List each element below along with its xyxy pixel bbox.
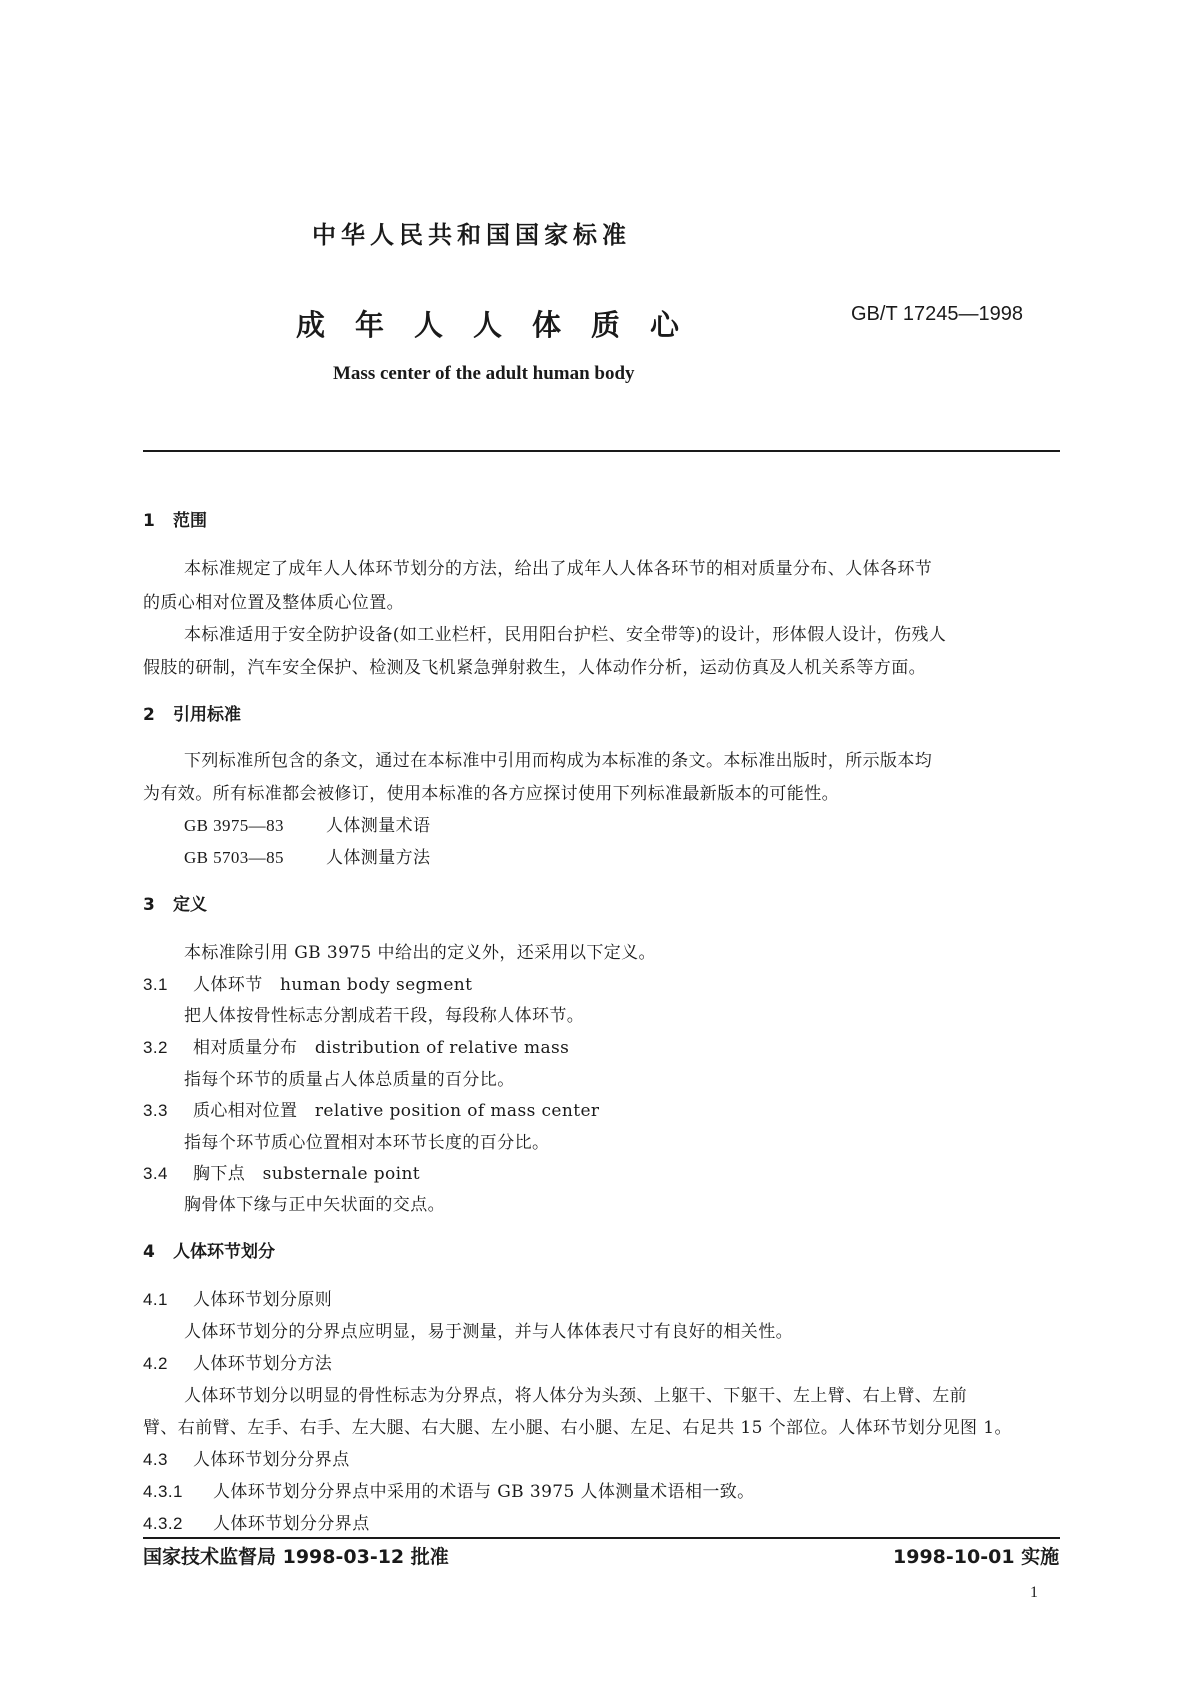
definition-term: 质心相对位置 — [193, 1101, 298, 1121]
definition-term-line — [143, 970, 472, 995]
reference-item — [184, 843, 430, 868]
clause-number: 4.3.1 — [143, 1482, 183, 1501]
section-4-heading — [143, 1237, 275, 1262]
definition-term-line — [143, 1033, 569, 1058]
english-title: Mass center of the adult human body — [333, 363, 635, 384]
clause-title: 人体环节划分分界点 — [193, 1450, 350, 1470]
document-title: 成年人人体质心 — [296, 308, 710, 342]
section-title: 范围 — [173, 511, 207, 531]
definition-description: 把人体按骨性标志分割成若干段，每段称人体环节。 — [184, 1006, 585, 1026]
reference-code: GB 3975—83 — [184, 816, 284, 835]
clause-4-1-title — [143, 1285, 332, 1310]
clause-number: 4.1 — [143, 1290, 168, 1309]
clause-number: 3.1 — [143, 975, 168, 994]
section-number: 1 — [143, 511, 155, 531]
definition-description: 指每个环节质心位置相对本环节长度的百分比。 — [184, 1133, 550, 1153]
clause-number: 3.3 — [143, 1101, 168, 1120]
clause-4-3-title — [143, 1445, 350, 1470]
header-rule — [143, 450, 1060, 452]
definition-term-en: human body segment — [280, 975, 473, 995]
definition-term: 胸下点 — [193, 1164, 246, 1184]
clause-number: 4.3 — [143, 1450, 168, 1469]
scope-para-2-line-2: 假肢的研制，汽车安全保护、检测及飞机紧急弹射救生，人体动作分析，运动仿真及人机关系等方面。 — [143, 658, 926, 678]
scope-para-2-line-1: 本标准适用于安全防护设备(如工业栏杆，民用阳台护栏、安全带等)的设计，形体假人设计，伤残人 — [184, 625, 947, 645]
scope-para-1-line-2: 的质心相对位置及整体质心位置。 — [143, 593, 404, 613]
reference-code: GB 5703—85 — [184, 848, 284, 867]
section-2-heading — [143, 700, 241, 725]
reference-item — [184, 811, 430, 836]
section-title: 人体环节划分 — [173, 1242, 275, 1262]
clause-4-2-line-1: 人体环节划分以明显的骨性标志为分界点，将人体分为头颈、上躯干、下躯干、左上臂、右上臂、左前 — [184, 1386, 967, 1406]
page-number: 1 — [1030, 1584, 1038, 1601]
definition-term-en: relative position of mass center — [314, 1101, 600, 1121]
definition-description: 胸骨体下缘与正中矢状面的交点。 — [184, 1195, 445, 1215]
standard-type-heading: 中华人民共和国国家标准 — [312, 221, 631, 249]
definition-term-en: distribution of relative mass — [314, 1038, 570, 1058]
definition-term-line — [143, 1159, 420, 1184]
section-number: 2 — [143, 705, 155, 725]
implementation-date: 1998-10-01 实施 — [893, 1546, 1060, 1568]
references-para-line-1: 下列标准所包含的条文，通过在本标准中引用而构成为本标准的条文。本标准出版时，所示版本均 — [184, 751, 933, 771]
section-number: 4 — [143, 1242, 155, 1262]
clause-title: 人体环节划分方法 — [193, 1354, 333, 1374]
standard-code: GB/T 17245—1998 — [851, 303, 1023, 325]
definition-description: 指每个环节的质量占人体总质量的百分比。 — [184, 1070, 515, 1090]
definition-term: 相对质量分布 — [193, 1038, 298, 1058]
section-title: 定义 — [173, 895, 207, 915]
clause-4-2-line-2: 臂、右前臂、左手、右手、左大腿、右大腿、左小腿、右小腿、左足、右足共 15 个部位。人体环节划分见图 1。 — [143, 1418, 1012, 1438]
clause-text: 人体环节划分分界点中采用的术语与 GB 3975 人体测量术语相一致。 — [213, 1482, 755, 1502]
references-para-line-2: 为有效。所有标准都会被修订，使用本标准的各方应探讨使用下列标准最新版本的可能性。 — [143, 784, 839, 804]
clause-4-2-title — [143, 1349, 332, 1374]
definition-term-en: substernale point — [262, 1164, 421, 1184]
clause-4-1-text: 人体环节划分的分界点应明显，易于测量，并与人体体表尺寸有良好的相关性。 — [184, 1322, 793, 1342]
reference-name: 人体测量术语 — [326, 816, 431, 836]
clause-title: 人体环节划分原则 — [193, 1290, 333, 1310]
clause-4-3-1 — [143, 1477, 755, 1502]
definition-term: 人体环节 — [193, 975, 263, 995]
approval-line: 国家技术监督局 1998-03-12 批准 — [143, 1546, 449, 1568]
scope-para-1-line-1: 本标准规定了成年人人体环节划分的方法，给出了成年人人体各环节的相对质量分布、人体各环节 — [184, 559, 933, 579]
section-title: 引用标准 — [173, 705, 241, 725]
section-number: 3 — [143, 895, 155, 915]
clause-number: 4.2 — [143, 1354, 168, 1373]
definition-term-line — [143, 1096, 599, 1121]
clause-4-3-2 — [143, 1509, 370, 1534]
section-3-heading — [143, 890, 207, 915]
reference-name: 人体测量方法 — [326, 848, 431, 868]
definitions-intro: 本标准除引用 GB 3975 中给出的定义外，还采用以下定义。 — [184, 943, 656, 963]
clause-text: 人体环节划分分界点 — [213, 1514, 370, 1534]
clause-number: 3.2 — [143, 1038, 168, 1057]
footer-rule — [143, 1537, 1060, 1539]
clause-number: 4.3.2 — [143, 1514, 183, 1533]
clause-number: 3.4 — [143, 1164, 168, 1183]
section-1-heading — [143, 506, 207, 531]
